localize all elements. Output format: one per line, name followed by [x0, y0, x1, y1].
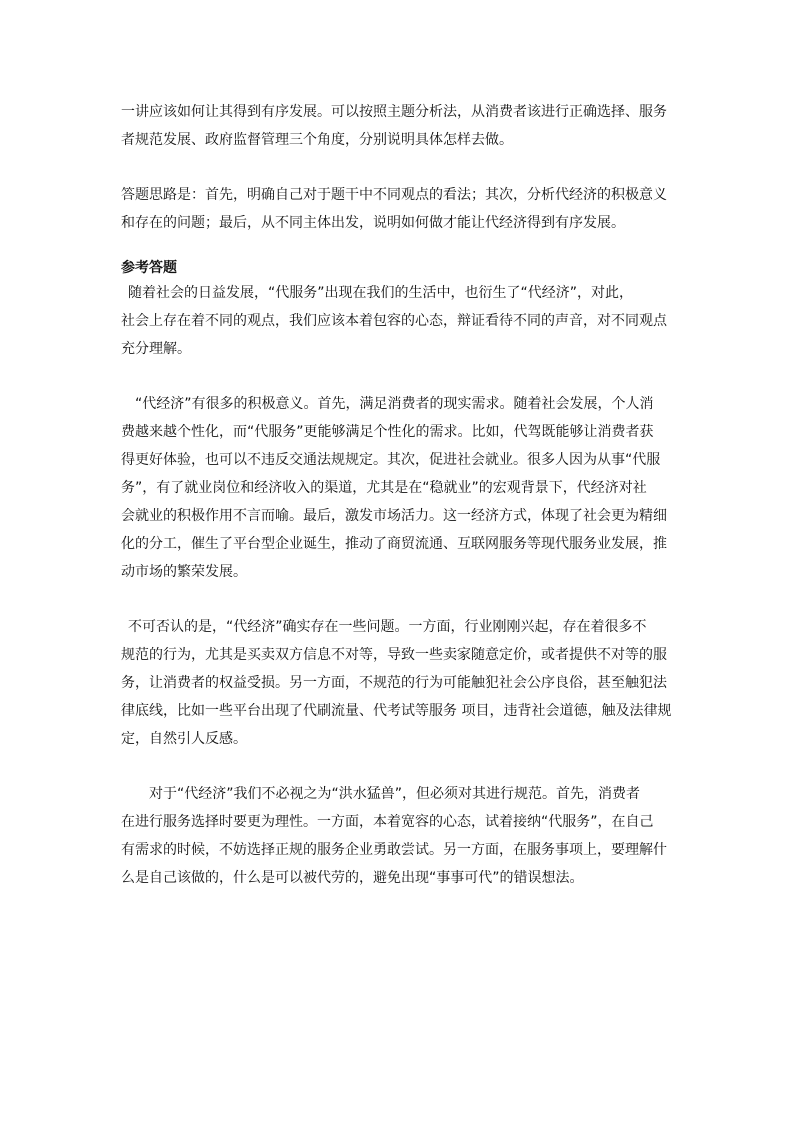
text-line: 一讲应该如何让其得到有序发展。可以按照主题分析法，从消费者该进行正确选择、服务 [121, 104, 667, 120]
text-line: 会就业的积极作用不言而喻。最后，激发市场活力。这一经济方式，体现了社会更为精细 [121, 508, 667, 524]
text-line: 充分理解。 [121, 341, 191, 357]
text-line: 对于“代经济”我们不必视之为“洪水猛兽”，但必须对其进行规范。首先，消费者 [149, 786, 641, 802]
answer-paragraph-4 [121, 780, 671, 892]
text-line: 务，让消费者的权益受损。另一方面，不规范的行为可能触犯社会公序良俗，甚至触犯法 [121, 675, 667, 691]
text-line: 动市场的繁荣发展。 [121, 564, 247, 580]
text-line: 和存在的问题；最后，从不同主体出发，说明如何做才能让代经济得到有序发展。 [121, 215, 625, 231]
answer-paragraph-2 [121, 390, 671, 586]
text-line: 定，自然引人反感。 [121, 731, 247, 747]
text-line: 得更好体验，也可以不违反交通法规规定。其次，促进社会就业。很多人因为从事“代服 [121, 452, 661, 468]
text-line: 随着社会的日益发展，“代服务”出现在我们的生活中，也衍生了“代经济”，对此， [128, 285, 634, 301]
answer-paragraph-1 [121, 279, 671, 363]
text-line: 在进行服务选择时要更为理性。一方面，本着宽容的心态，试着接纳“代服务”，在自己 [121, 814, 654, 830]
text-line: 费越来越个性化，而“代服务”更能够满足个性化的需求。比如，代驾既能够让消费者获 [121, 424, 654, 440]
text-line: 么是自己该做的，什么是可以被代劳的，避免出现“事事可代”的错误想法。 [121, 870, 584, 886]
text-line: 规范的行为，尤其是买卖双方信息不对等，导致一些卖家随意定价，或者提供不对等的服 [121, 647, 667, 663]
text-line: 者规范发展、政府监督管理三个角度，分别说明具体怎样去做。 [121, 132, 513, 148]
document-body [121, 98, 671, 919]
text-line: 社会上存在着不同的观点，我们应该本着包容的心态，辩证看待不同的声音，对不同观点 [121, 313, 667, 329]
text-line: 有需求的时候，不妨选择正规的服务企业勇敢尝试。另一方面，在服务事项上，要理解什 [121, 842, 667, 858]
text-line: 不可否认的是，“代经济”确实存在一些问题。一方面，行业刚刚兴起，存在着很多不 [128, 619, 647, 635]
section-heading: 参考答题 [121, 260, 177, 276]
text-line: 律底线，比如一些平台出现了代刷流量、代考试等服务 项目，违背社会道德，触及法律规 [121, 703, 672, 719]
intro-paragraph-2 [121, 181, 671, 237]
text-line: “代经济”有很多的积极意义。首先，满足消费者的现实需求。随着社会发展，个人消 [135, 396, 654, 412]
text-line: 化的分工，催生了平台型企业诞生，推动了商贸流通、互联网服务等现代服务业发展，推 [121, 536, 667, 552]
answer-paragraph-3 [121, 613, 671, 753]
text-line: 务”，有了就业岗位和经济收入的渠道，尤其是在“稳就业”的宏观背景下，代经济对社 [121, 480, 647, 496]
intro-paragraph-1 [121, 98, 671, 154]
text-line: 答题思路是：首先，明确自己对于题干中不同观点的看法；其次，分析代经济的积极意义 [121, 187, 667, 203]
